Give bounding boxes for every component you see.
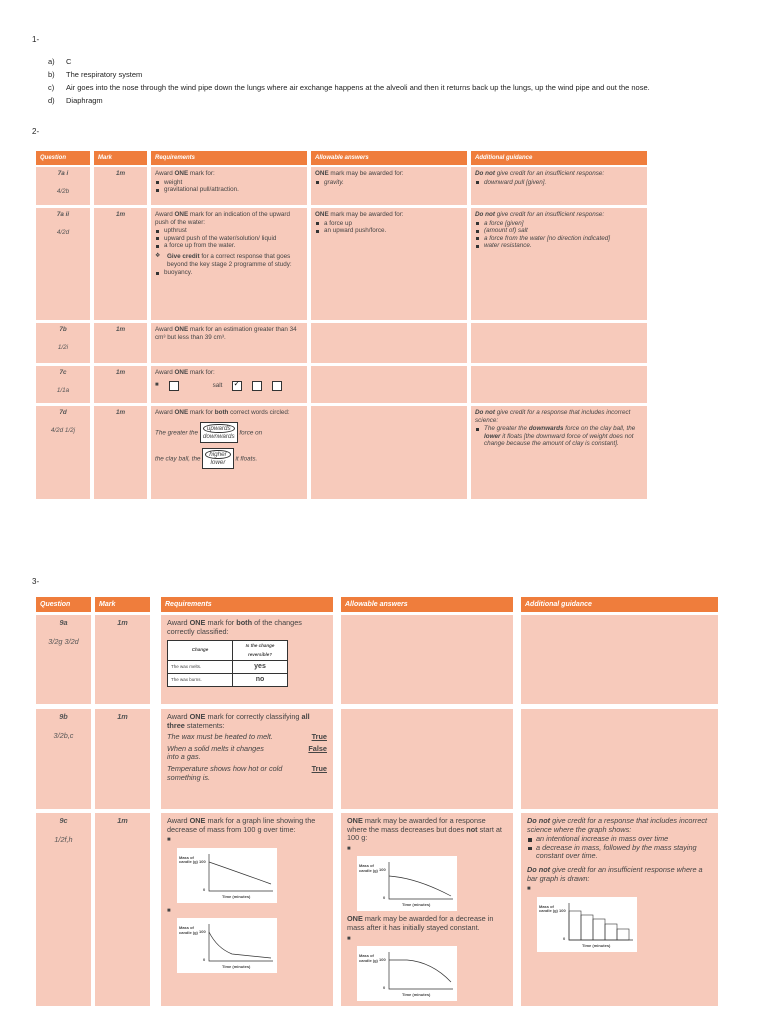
header-question: Question <box>36 597 91 612</box>
tick-box-empty <box>169 381 179 391</box>
header-mark: Mark <box>94 151 147 165</box>
tick-boxes <box>155 381 303 391</box>
graph-bar <box>617 929 629 940</box>
requirements-cell: Award ONE mark for an estimation greater than 34 cm³ but less than 39 cm³. <box>151 323 307 363</box>
guidance-cell: Do not give credit for a response that includes incorrect science: The greater the downwards force on the clay ball, the lower it floats [the downward force of weight does not change because the amount of clay is constant]. <box>471 406 647 499</box>
statement-row: Temperature shows how hot or cold something is. True <box>167 763 327 782</box>
requirements-cell: Award ONE mark for both correct words circled: The greater the upwards downwards force on the clay ball, the higher lower it floats. <box>151 406 307 499</box>
sentence-1: The greater the upwards downwards force on <box>155 422 303 443</box>
header-allowable: Allowable answers <box>311 151 467 165</box>
mark-cell: 1m <box>95 615 150 704</box>
question-cell: 7c 1/1a <box>36 366 90 403</box>
graph-x-label: Time (minutes) <box>222 893 251 899</box>
header-guidance: Additional guidance <box>471 151 647 165</box>
graph-line <box>389 876 451 896</box>
answer-a: a) C <box>48 57 72 66</box>
mass-time-graph <box>177 918 277 973</box>
allowable-cell <box>311 323 467 363</box>
list-item: water resistance. <box>475 242 643 250</box>
question-cell: 9c 1/2f,h <box>36 813 91 1006</box>
question-3-number: 3- <box>32 577 40 586</box>
guidance-cell <box>471 366 647 403</box>
list-item: upward push of the water/solution/ liquid <box>155 235 303 243</box>
requirements-cell: Award ONE mark for: weight gravitational pull/attraction. <box>151 167 307 205</box>
graph-bar <box>593 919 605 940</box>
graph-x-label: Time (minutes) <box>402 992 431 998</box>
graph-origin: 0 <box>203 886 206 892</box>
mark-cell: 1m <box>94 323 147 363</box>
header-allowable: Allowable answers <box>341 597 513 612</box>
question-cell: 7a i 4/2b <box>36 167 90 205</box>
graph-y-label: Mass of candle (g) <box>359 953 378 963</box>
bullet-icon: ■ <box>347 935 351 942</box>
requirements-cell: Award ONE mark for: ■ salt ✓ <box>151 366 307 403</box>
graph-y-tick: 100 <box>559 907 566 913</box>
graph-y-tick: 100 <box>199 929 206 935</box>
graph-line <box>209 862 271 884</box>
guidance-cell: Do not give credit for a response that includes incorrect science where the graph shows: an intentional increase in mass over time a decrease in mass, followed by the mass staying constant over time. Do not give credit for an insufficient response where a bar graph is drawn: ■ Mass of candle (g) 100 0 Time (minutes) <box>521 813 718 1006</box>
graph-y-tick: 100 <box>199 858 206 864</box>
list-item: a force from the water [no direction indicated] <box>475 235 643 243</box>
allowable-cell <box>341 615 513 704</box>
question-1-answers <box>48 55 738 107</box>
classification-table: Change Is the change reversible? The wax melts. yes The wax burns. no <box>167 640 288 687</box>
allowable-cell: ONE mark may be awarded for: gravity. <box>311 167 467 205</box>
requirements-cell: Award ONE mark for both of the changes correctly classified: Change Is the change reversible? The wax melts. yes The wax burns. no <box>161 615 333 704</box>
graph-y-label: Mass of candle (g) <box>359 863 378 873</box>
graph-axes <box>569 903 633 940</box>
bullet-icon: ■ <box>167 907 171 914</box>
list-item: an intentional increase in mass over time <box>527 835 712 844</box>
list-item: a force [given] <box>475 220 643 228</box>
graph-x-label: Time (minutes) <box>402 902 431 908</box>
list-item: a decrease in mass, followed by the mass staying constant over time. <box>527 844 712 861</box>
question-2-number: 2- <box>32 127 40 136</box>
list-item: weight <box>155 179 303 187</box>
guidance-cell <box>471 323 647 363</box>
graph-x-label: Time (minutes) <box>222 964 251 970</box>
graph-axes <box>389 862 453 899</box>
graph-y-tick: 100 <box>379 867 386 873</box>
graph-line <box>389 960 451 982</box>
statement-row: When a solid melts it changes into a gas. False <box>167 743 327 762</box>
graph-origin: 0 <box>383 985 386 991</box>
mass-time-graph <box>357 856 457 911</box>
question-1-number: 1- <box>32 35 40 44</box>
list-item: a force up from the water. <box>155 242 303 250</box>
bullet-icon: ■ <box>155 381 159 388</box>
tick-box-empty <box>252 381 262 391</box>
list-item: gravitational pull/attraction. <box>155 186 303 194</box>
requirements-cell: Award ONE mark for a graph line showing the decrease of mass from 100 g over time: ■ Mass of candle (g) 100 0 Time (minutes) ■ Mass of candle (g) 100 0 Time (minutes) <box>161 813 333 1006</box>
mark-cell: 1m <box>94 406 147 499</box>
graph-origin: 0 <box>563 935 566 941</box>
list-item: gravity. <box>315 179 463 187</box>
guidance-cell <box>521 615 718 704</box>
tick-box-empty <box>272 381 282 391</box>
list-item: an upward push/force. <box>315 227 463 235</box>
graph-origin: 0 <box>203 957 206 963</box>
answer-b: b) The respiratory system <box>48 70 143 79</box>
graph-axes <box>209 854 273 891</box>
mass-time-graph <box>177 848 277 903</box>
bullet-icon: ■ <box>527 886 531 893</box>
answer-d: d) Diaphragm <box>48 96 103 105</box>
guidance-cell <box>521 709 718 809</box>
question-cell: 7b 1/2i <box>36 323 90 363</box>
question-cell: 9a 3/2g 3/2d <box>36 615 91 704</box>
list-item: (amount of) salt <box>475 227 643 235</box>
mark-cell: 1m <box>94 208 147 320</box>
graph-bar <box>569 911 581 940</box>
graph-axes <box>209 924 273 961</box>
mark-cell: 1m <box>95 709 150 809</box>
guidance-cell: Do not give credit for an insufficient response: downward pull [given]. <box>471 167 647 205</box>
mark-cell: 1m <box>95 813 150 1006</box>
question-cell: 7d 4/2d 1/2j <box>36 406 90 499</box>
header-mark: Mark <box>95 597 150 612</box>
salt-label: salt <box>212 381 223 389</box>
list-item: upthrust <box>155 227 303 235</box>
allowable-cell: ONE mark may be awarded for a response where the mass decreases but does not start at 100 g: ■ Mass of candle (g) 100 0 Time (minutes) ONE mark may be awarded for a decrease in mass after it has initially stayed constant. ■ Mass of candle (g) 100 0 Time (minutes) <box>341 813 513 1006</box>
list-item: buoyancy. <box>155 269 303 277</box>
requirements-cell: Award ONE mark for an indication of the upward push of the water: upthrust upward push of the water/solution/ liquid a force up from the water. ❖ Give credit for a correct response that goes beyond the key stage 2 programme of study: buoyancy. <box>151 208 307 320</box>
question-cell: 7a ii 4/2d <box>36 208 90 320</box>
tick-box-checked <box>232 381 242 391</box>
allowable-cell <box>341 709 513 809</box>
mass-time-bar-graph <box>537 897 637 952</box>
word-choice-1: upwards downwards <box>200 422 238 443</box>
mark-cell: 1m <box>94 366 147 403</box>
allowable-cell <box>311 406 467 499</box>
allowable-cell <box>311 366 467 403</box>
bullet-icon: ■ <box>347 845 351 852</box>
graph-origin: 0 <box>383 895 386 901</box>
graph-line <box>209 932 271 958</box>
word-choice-2: higher lower <box>202 448 234 469</box>
list-item: a force up <box>315 220 463 228</box>
header-guidance: Additional guidance <box>521 597 718 612</box>
mass-time-graph <box>357 946 457 1001</box>
requirements-cell: Award ONE mark for correctly classifying all three statements: The wax must be heated to melt. True When a solid melts it changes into a gas. False Temperature shows how hot or cold something is. True <box>161 709 333 809</box>
graph-bar <box>581 915 593 940</box>
graph-x-label: Time (minutes) <box>582 942 611 948</box>
graph-y-label: Mass of candle (g) <box>539 903 558 914</box>
graph-bar <box>605 924 617 940</box>
mark-cell: 1m <box>94 167 147 205</box>
extra-credit-note: ❖ Give credit for a correct response that goes beyond the key stage 2 programme of study: <box>155 253 303 268</box>
header-question: Question <box>36 151 90 165</box>
graph-axes <box>389 952 453 989</box>
sentence-2: the clay ball, the higher lower it floats. <box>155 448 303 469</box>
graph-y-tick: 100 <box>379 957 386 963</box>
graph-y-label: Mass of candle (g) <box>179 854 198 865</box>
header-requirements: Requirements <box>151 151 307 165</box>
header-requirements: Requirements <box>161 597 333 612</box>
answer-c: c) Air goes into the nose through the wind pipe down the lungs where air exchange happens at the alveoli and then it returns back up the lungs, up the wind pipe and out the nose. <box>48 83 650 92</box>
bullet-icon: ■ <box>167 837 171 844</box>
statement-row: The wax must be heated to melt. True <box>167 732 327 742</box>
graph-y-label: Mass of candle (g) <box>179 925 198 935</box>
list-item: The greater the downwards force on the clay ball, the lower it floats [the downward force of weight does not change because the amount of clay is constant]. <box>475 425 643 448</box>
list-item: downward pull [given]. <box>475 179 643 187</box>
allowable-cell: ONE mark may be awarded for: a force up an upward push/force. <box>311 208 467 320</box>
guidance-cell: Do not give credit for an insufficient response: a force [given] (amount of) salt a force from the water [no direction indicated] water resistance. <box>471 208 647 320</box>
question-cell: 9b 3/2b,c <box>36 709 91 809</box>
